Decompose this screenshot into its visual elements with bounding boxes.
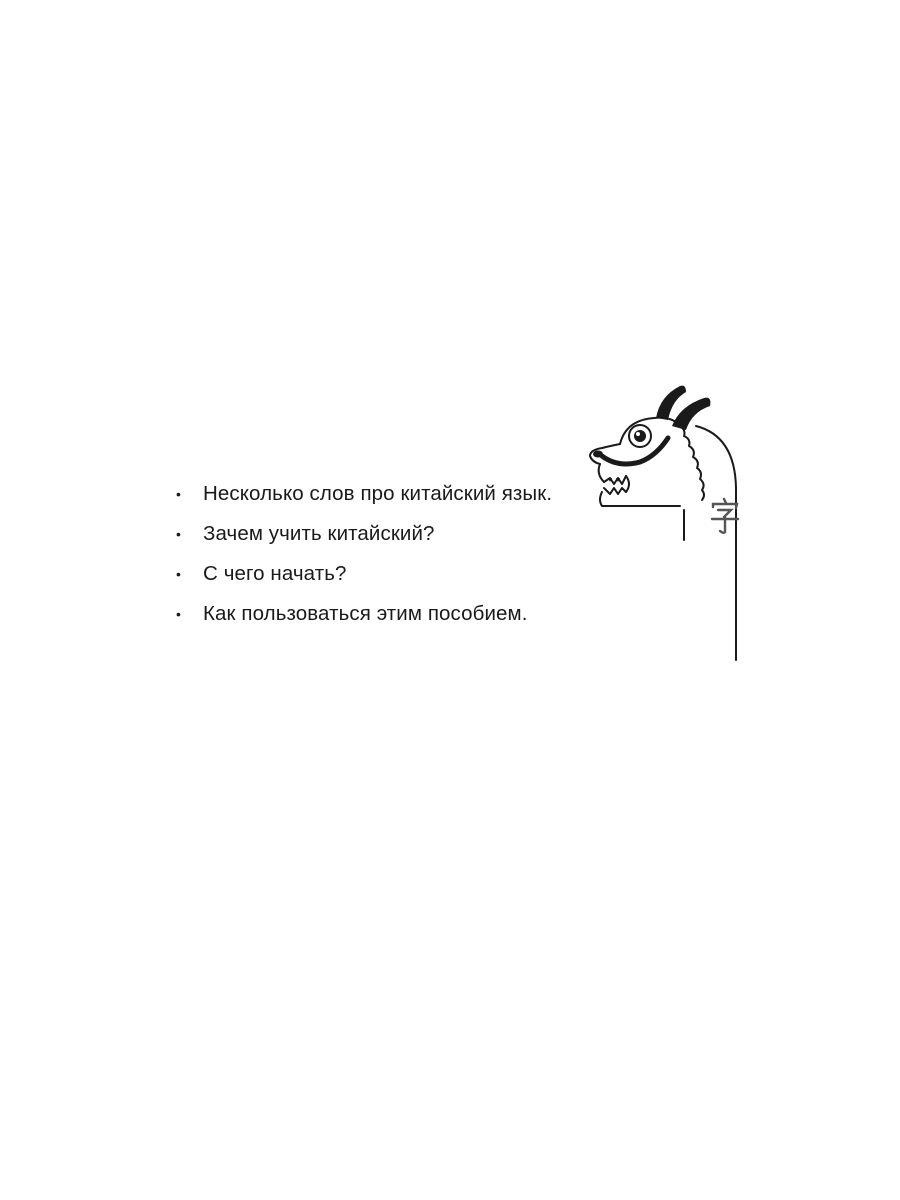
topic-item bbox=[176, 556, 552, 596]
topic-label: Несколько слов про китайский язык. bbox=[203, 482, 553, 505]
topic-item bbox=[176, 476, 552, 516]
topic-item bbox=[176, 596, 552, 636]
hanzi-zi-icon bbox=[709, 496, 741, 536]
topic-list bbox=[176, 476, 552, 636]
bullet-icon: • bbox=[176, 566, 182, 582]
topic-item bbox=[176, 516, 552, 556]
topic-label: С чего начать? bbox=[203, 562, 347, 585]
bullet-icon: • bbox=[176, 486, 182, 502]
bullet-icon: • bbox=[176, 606, 182, 622]
topic-label: Зачем учить китайский? bbox=[203, 522, 435, 545]
topic-label: Как пользоваться этим пособием. bbox=[203, 602, 528, 625]
bullet-icon: • bbox=[176, 526, 182, 542]
